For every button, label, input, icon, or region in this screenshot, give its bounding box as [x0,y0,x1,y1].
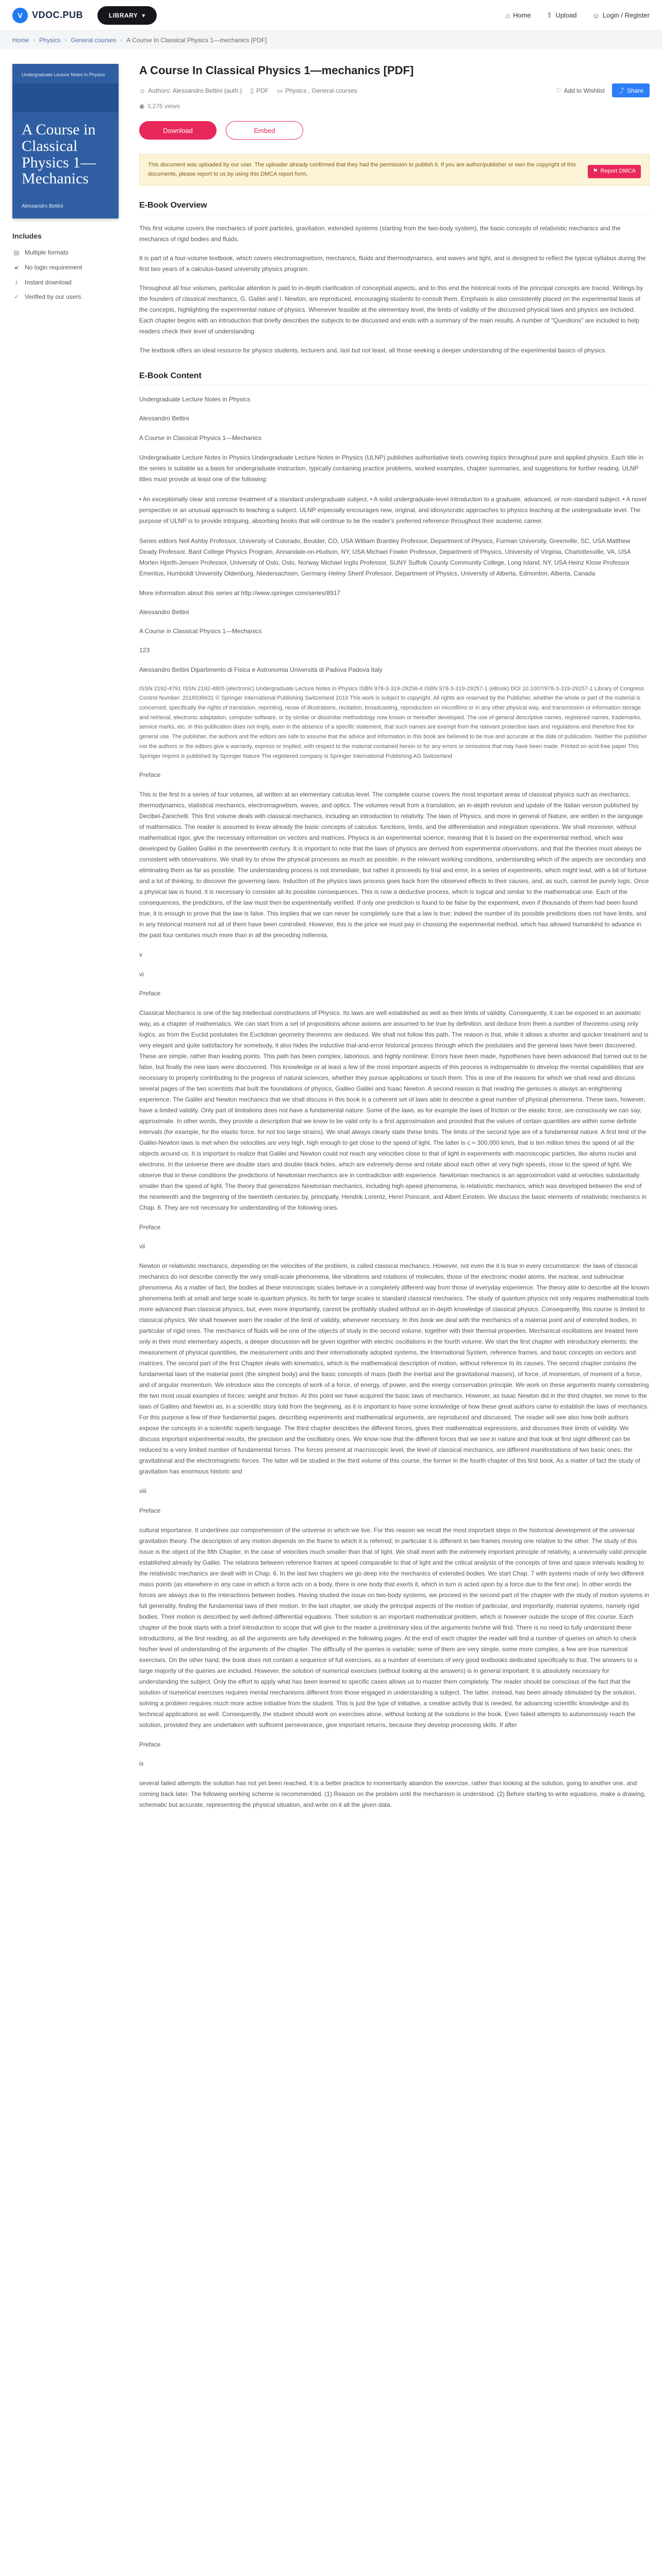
upload-icon: ⇪ [546,11,553,19]
nav-upload[interactable] [547,11,577,20]
wishlist-label: Add to Wishlist [564,87,605,94]
page-body [0,49,662,1831]
cover-title: A Course in Classical Physics 1— Mechanics [22,121,96,188]
flag-icon: ⚑ [592,168,598,174]
site-logo[interactable] [12,8,83,23]
content-block: 123 [139,647,150,654]
content-block: Alessandro Bettini Dipartimento di Fisica e Astronomia Università di Padova Padova Italy [139,666,383,673]
view-count-text: 3,276 views [147,103,180,110]
content-block: Preface [139,1223,161,1231]
home-icon: ⌂ [505,11,510,20]
content-heading: E-Book Content [139,371,650,385]
dmca-notice [139,154,650,185]
includes-item-label: Instant download [25,278,72,286]
breadcrumb-separator: › [33,37,36,44]
content-block: v [139,951,142,959]
content-block: ISSN 2192-4791 ISSN 2192-4805 (electronic) Undergraduate Lecture Notes in Physics ISBN 978-3-319-29256-4 ISBN 978-3-319-29257-1 (eBook) DOI 10.1007/978-3-319-29257-1 Library of Congress Control Number: 2016936631 © Springer International Publishing Switzerland 2016 This work is subject to copyright. All rights are reserved by the Publisher, whether the whole or part of the material is concerned, specifically the rights of translation, reprinting, reuse of illustrations, recitation, broadcasting, reproduction on microfilms or in any other physical way, and transmission or information storage and retrieval, electronic adaptation, computer software, or by similar or dissimilar methodology now known or hereafter developed. The use of general descriptive names, registered names, trademarks, service marks, etc. in this publication does not imply, even in the absence of a specific statement, that such names are exempt from the relevant protective laws and regulations and therefore free for general use. The publisher, the authors and the editors are safe to assume that the advice and information in this book are believed to be true and accurate at the date of publication. Neither the publisher nor the authors or the editors give a warranty, express or implied, with respect to the material contained herein or for any errors or omissions that may have been made. Printed on acid-free paper This Springer imprint is published by Springer Nature The registered company is Springer International Publishing AG Switzerland [139,685,647,759]
cover-series: Undergraduate Lecture Notes in Physics [22,72,105,77]
content-body [139,395,650,1810]
content-block: Preface [139,1506,161,1514]
library-button[interactable] [97,6,157,25]
breadcrumb-home[interactable]: Home [12,37,29,44]
breadcrumb-category[interactable]: General courses [71,37,117,44]
content-block: Preface [139,989,161,997]
share-label: Share [626,87,643,94]
report-dmca-button[interactable] [588,165,641,178]
breadcrumb-separator: › [120,37,123,44]
content-block: Undergraduate Lecture Notes in Physics Undergraduate Lecture Notes in Physics (ULNP) publishes authoritative texts covering topics throughout pure and applied physics. Each title in the series is suitable as a basis for undergraduate instruction, typically containing practice problems, worked examples, chapter summaries, and suggestions for further reading. ULNP titles must provide at least one of the following: [139,453,643,483]
user-icon: ☺ [592,11,600,20]
share-button[interactable] [612,83,650,97]
overview-paragraph: It is part of a four-volume textbook, which covers electromagnetism, mechanics, fluids and thermodynamics, and waves and light, and is designed to reflect the typical syllabus during the first two years of a calculus-based university physics program. [139,255,646,273]
nav-links [506,11,650,20]
breadcrumb-current: A Course In Classical Physics 1—mechanics [PDF] [126,37,267,44]
nav-login[interactable] [592,11,650,20]
includes-item-label: Multiple formats [25,249,69,256]
document-icon: ▤ [13,249,20,256]
content-block: A Course in Classical Physics 1—Mechanics [139,434,262,442]
lock-icon: 🔓︎ [14,263,19,270]
content-block: Preface [139,771,161,779]
content-block: • An exceptionally clear and concise treatment of a standard undergraduate subject. • A solid undergraduate-level introduction to a graduate, advanced, or non-standard subject. • A novel perspective or an unusual approach to teaching a subject. ULNP especially encourages new, original, and idiosyncratic approaches to physics teaching at the undergraduate level. The purpose of ULNP is to provide intriguing, absorbing books that will continue to be the reader's preferred reference throughout their academic career. [139,495,647,524]
page-title: A Course In Classical Physics 1—mechanics [PDF] [139,64,414,77]
overview-paragraph: Throughout all four volumes, particular attention is paid to in-depth clarification of conceptual aspects, and to this end the historical roots of the principal concepts are traced. Writings by the founders of classical mechanics, G. Galilei and I. Newton, are reproduced, encouraging students to consult them. Emphasis is also consistently placed on the experimental basis of the concepts, highlighting the experimental nature of physics. Whenever feasible at the elementary level, the limits of validity of the discussed physical laws and physics are included. Each chapter begins with an introduction that briefly describes the subjects to be discussed and ends with a summary of the main results. A number of "Questions" are included to help readers check their level of understanding. [139,284,643,335]
eye-icon: ◉ [139,103,145,110]
heart-icon: ♡ [555,87,561,94]
breadcrumb-separator: › [64,37,67,44]
content-block: Preface [139,1740,161,1748]
content-block: cultural importance. It underlines our comprehension of the universe in which we live. For this reason we recall the most important steps in the historical development of the universal gravitation theory. The description of any motion depends on the frame to which it is referred; in particular it is different in two frames moving one relative to the other. The study of this issue is the object of the fifth Chapter, in the case of velocities much smaller than that of light. We shall meet with the extremely important principle of relativity, a universally valid principle established already by Galilei. The relations between reference frames at speed comparable to that of light and the critical analysis of the concepts of time and space intervals leading to the relativistic mechanics are dealt with in Chap. 6. In the last two chapters we go deep into the mechanics of extended bodies. We start Chap. 7 with systems made of only two different mass points (as elsewhere in any case in which a force acts on a body, there is one body that exerts it, which in turn is acted upon by a force due to the first one). In other words the forces are always due to the interactions between bodies. Having studied the issue on two-body systems, we proceed in the second part of the chapter with the study of motion systems in full generality, finding the fundamental laws of their motion. In the last chapter, we study the principal aspects of the motion of particular, and importantly, material systems, namely rigid bodies. Their motion is described by well defined differential equations. Their solution is an important mathematical problem, which is however outside the scope of this course. Each chapter of the book starts with a brief introduction to scope that will give to the reader a preliminary idea of the arguments he/she will find. There is no need to fully understand these introductions, at the first reading, as all the arguments are fully developed in the following pages. At the end of each chapter the reader will find a number of queries on which to check his/her level of understanding of the arguments of the chapter. The difficulty of the queries is variable; some of them are very simple, some more complex, a few are true numerical exercises. On the other hand, the book does not contain a sequence of full exercises, as a number of exercises of very good textbooks dedicated specifically to that. The answers to a large majority of the queries are included. However, the solution of numerical exercises (without looking at the answers) is in general important; it is absolutely necessary for understanding the subject. Only the effort to apply what has been learned to specific cases allows us to master them completely. The reader should be conscious of the fact that the solution of numerical exercises requires mental mechanisms different from those engaged in understanding a subject. The latter, instead, has been already stimulated by the solution, solving a problem requires much more active initiative from the student. This is just the type of initiative, a creative activity that is needed, for advancing scientific knowledge and its technical applications as well. Consequently, the student should work on exercises alone, without looking at the solutions in the book. Even failed attempts to autonomously reach the solution, provided they are undertaken with sufficient perseverance, give important returns, because they develop processing skills. If after [139,1526,650,1728]
content-block: several failed attempts the solution has not yet been reached, it is a better practice to momentarily abandon the exercise, rather than looking at the solution, going to another one, and coming back later. The following working scheme is recommended. (1) Reason on the problem until the mechanism is understood. (2) Before starting to write equations, make a drawing, schematic but accurate, representing the physical situation, and write on it all the given data. [139,1780,646,1809]
includes-item-label: Verified by our users [25,293,81,300]
share-icon: ⤴ [618,87,624,94]
content-block: Undergraduate Lecture Notes in Physics [139,396,251,403]
left-column [12,64,127,1810]
content-block: vi [139,970,144,978]
cover-band [12,83,119,112]
includes-list [12,245,127,304]
nav-home[interactable] [506,11,531,20]
content-block: Classical Mechanics is one of the big intellectual constructions of Physics. Its laws are well established as well as their limits of validity. Consequently, it can be exposed in an axiomatic way, as a chapter of mathematics. We can start from a set of propositions whose axioms are assumed to be true by definition, and deduce from them a number of theorems using only logics, as from the Euclid postulates the Euclidean geometry theorems are deduced. We shall not follow this path. The reason is that, while it allows a shorter and quicker treatment and is very elegant and quite satisfactory for somebody, it also hides the inductive trial-and-error historical process through which the postulates and the general laws have been discovered. These are simple, rather than leading points. This path has been complex, laborious, and highly nonlinear. Errors have been made, hypotheses have been advanced that turned out to be false, but finally the new laws were discovered. This knowledge or at least a few of the most important aspects of this process is indispensable to develop the mental capabilities that are necessary to properly contributing to the progress of natural sciences, whether they pursue applications or touch them. This is one of the reasons for which we shall read and discuss several pages of the two scientists that built the foundations of physics, Galileo Galilei and Isaac Newton. A second reason is that reading the geniuses is always an enlightening experience. The Galilei and Newton mechanics that we shall discuss in this book is a coherent set of laws able to describe a great number of physical phenomena. These laws, however, have a limited validity. Only part of limitations does not have a fundamental nature. Some of the laws, as for example the laws of friction or the elastic force, are consciously we can say, approximate. In other words, they provide a description that we know to be valid only to a first approximation and provided that the values of certain quantities are within some definite intervals (for example, for the elastic force, for not too large strains). We shall always clearly state these limits. The limits of the second type are of a fundamental nature. A first limit of the Galilei-Newton laws is met when the velocities are very high, high enough to get close to the speed of light. The latter is c ≈ 300,000 km/s, that is ten million times the speed of all the objects around us. It is important to realize that Galilei and Newton could not reach any velocities close to that of light in experiments with macroscopic particles, like atoms nuclei and electrons. In the universe there are double stars and double black holes, which are extremely dense and rotate about each other at very high speeds, close to the speed of light. We observe that in these conditions the predictions of Newtonian mechanics are in contradiction with experience. Newtonian mechanics is an approximation valid at velocities substantially smaller than the speed of light. The theory that generalizes Newtonian mechanics, including high-speed phenomena, is relativistic mechanics, which was developed between the end of the nineteenth and the beginning of the twentieth centuries by, principally, Hendrik Lorentz, Henri Poincaré, and Albert Einstein. We discuss the basic elements of relativistic mechanics in Chap. 6. They are not necessary for understanding of the following ones. [139,1009,649,1211]
includes-item-label: No login requirement [25,263,82,271]
action-buttons [139,121,650,140]
doc-category[interactable] [277,87,357,94]
overview-heading: E-Book Overview [139,201,650,215]
content-block: Alessandro Bettini [139,415,189,422]
doc-format-text: PDF [256,87,269,94]
report-dmca-label: Report DMCA [600,168,636,174]
nav-login-label: Login / Register [602,11,650,19]
nav-upload-label: Upload [555,11,577,19]
main-column [139,64,650,1810]
doc-authors [139,87,242,94]
logo-text: VDOC.PUB [32,10,84,20]
dmca-notice-text: This document was uploaded by our user. The uploader already confirmed that they had the permission to publish it. If you are author/publisher or own the copyright of this documents, please report to us by using this DMCA report form. [148,162,576,177]
view-count [139,103,650,110]
content-block: More information about this series at http://www.springer.com/series/8917 [139,589,341,597]
embed-button[interactable]: Embed [226,121,303,140]
download-icon: ⤓ [15,278,18,285]
doc-meta [139,83,650,97]
content-block: A Course in Classical Physics 1—Mechanics [139,628,262,635]
doc-actions [556,83,650,97]
check-icon: ✓ [13,293,20,300]
content-block: vii [139,1243,145,1250]
user-icon: ☺ [139,87,146,94]
top-navbar [0,0,662,31]
folder-icon: ▭ [276,87,283,94]
overview-body [139,223,650,356]
includes-item [12,260,127,275]
content-block: ix [139,1759,144,1767]
overview-paragraph: The textbook offers an ideal resource for physics students, lecturers and, last but not least, all those seeking a deeper understanding of the experimental basics of physics. [139,347,607,354]
cover-author: Alessandro Bettini [22,204,63,209]
doc-authors-text: Authors: Alessandro Bettini (auth.) [148,87,242,94]
overview-paragraph: This first volume covers the mechanics of point particles, gravitation, extended systems (starting from the two-body system), the basic concepts of relativistic mechanics and the mechanics of rigid bodies and fluids. [139,225,621,243]
content-block: Series editors Neil Ashby Professor, University of Colorado, Boulder, CO, USA William Brantley Professor, Department of Physics, Furman University, Greenville, SC, USA Matthew Deady Professor, Bard College Physics Program, Annandale-on-Hudson, NY, USA Michael Fowler Professor, Department of Physics, University of Virginia, Charlottesville, VA, USA Morten Hjorth-Jensen Professor, University of Oslo, Oslo, Norway Michael Inglis Professor, SUNY Suffolk County Community College, Long Island, NY, USA Heinz Klose Professor Emeritus, Humboldt University Oldenburg, Niedersachsen, Germany Helmy Sherif Professor, Department of Physics, University of Alberta, Edmonton, Alberta, Canada [139,537,631,577]
content-block: Newton or relativistic mechanics, depending on the velocities of the problem, is called classical mechanics. However, not even the it is true in every circumstance: the laws of classical mechanics do not describe correctly the very small-scale phenomena, like vibrations and rotations of molecules, those of the electronic model atoms, the nuclear, and subnuclear phenomena. As a matter of fact, the bodies at these microscopic scales behave in a completely different way from those of everyday experience. The theory able to describe all the known phenomena both at small and large scale is quantum physics. Its birth for large scales is standard classical mechanics. The study of quantum physics not only requires mathematical tools more advanced than classical physics, but, even more importantly, cannot be profitably studied without an in-depth knowledge of classical physics. Consequently, this course is limited to classical physics. We shall however warn the reader of the limit of validity, whenever necessary. In this book we deal with the mechanics of a material point and of extended bodies, in particular of rigid ones. The mechanics of fluids will be one of the objects of study in the second volume, together with their thermal properties. Mechanical oscillations are treated here only in their most elementary aspects, a deeper discussion will be given together with electric oscillations in the fourth volume. We start the first chapter with introductory elements: the measurement of physical quantities, the measurement units and their internationally adopted systems, the International System, reference frames, and basic concepts on vectors and matrices. The second part of the first Chapter deals with kinematics, which is the mathematical description of motion, without reference to its causes. The second chapter contains the fundamental laws of the material point (the simplest body) and the basic concepts of mass (both the inertial and the gravitational masses), of force, of momentum, of moment of a force, and of angular momentum. We introduce also the concepts of work of a force, of energy, of power, and the energy conservation principle. We work on these arguments mainly considering the two most usual examples of forces: weight and friction. At this point we have acquired the basic laws of mechanics. However, as Isaac Newton did in the third chapter, we move to the laws of Galileo and Newton as, in a scientific story told from the beginning, as it is important to have some knowledge of how these great authors came to establish the laws of mechanics. For this purpose a few of their fundamental pages, describing experiments and mathematical arguments, are reproduced and discussed. The reader will see also how both authors expose the concepts in a scientific superb language. The third chapter describes the different forces, gives their mathematical expressions, and discusses their limits of validity. We discuss important experimental results, the precision and the oscillatory ones. We know now that the different forces that we see in nature and that look at first sight different can be reduced to a very limited number of fundamental forces. The forces present at macroscopic level, the level of classical mechanics, are different manifestations of two basic ones: the gravitational and the electromagnetic forces. The latter will be studied in the third volume of this course, the former in the fourth chapter of this first book. As a matter of fact the study of gravitation has enormous historic and [139,1262,649,1476]
includes-item [12,275,127,290]
book-cover [12,64,119,218]
breadcrumb-physics[interactable]: Physics [39,37,61,44]
doc-format [250,87,269,94]
library-label: LIBRARY [109,11,138,19]
nav-home-label: Home [513,11,531,19]
chevron-down-icon: ▾ [142,11,145,19]
content-block: viii [139,1487,146,1495]
download-button[interactable]: Download [139,121,217,140]
wishlist-button[interactable] [556,87,605,94]
content-block: Alessandro Bettini [139,608,189,616]
breadcrumb [0,31,662,49]
includes-title: Includes [12,232,42,240]
content-block: This is the first in a series of four volumes, all written at an elementary calculus level. The complete course covers the most important areas of classical physics such as mechanics, thermodynamics, statistical mechanics, electromagnetism, waves, and optics. The volumes result from a translation, an in-depth revision and update of the Italian version published by Decibel-Zanichelli. This first volume deals with classical mechanics, including an introduction to relativity. The laws of Physics, and more in general of Nature, are written in the language of mathematics. The reader is assumed to know already the basic concepts of calculus: functions, limits, and the differentiation and integration operations. We shall moreover, without mathematical rigor, give the necessary information on vectors and matrices. Physics is an experimental science, meaning that it is based on the experimental method, which was developed by Galileo Galilei in the seventeenth century. It is important to note that the laws of physics are derived from experimental observations, and that the theories must always be consistent with observations. We shall try to show the physical processes as much as possible, in the relevant working conditions, understanding which of the aspects are secondary and eliminating them as far as possible. The understanding process is not immediate, but rather it proceeds by trial and error, in a series of experiments, which might lead, with a bit of fortune and a lot of thinking, to discover the governing laws. Induction of the physics laws process goes back from the observed effects to their causes, and, as such, cannot be purely logic. Once a physical law is found, it is necessary to consider all its possible consequences. This is now a deductive process, which is logical and similar to the mathematical one. Each of the consequences, the predictions, of the law must then be experimentally verified. If only one prediction is found to be false by the experiment, even if thousands of them had been found true, it is enough to prove that the law is false. This implies that we can never be completely sure that a law is true; indeed the number of its possible predictions does not have limits, and in any historical moment not all of them have been controlled. However, this is the price we must pay in choosing the experimental method, which has allowed humankind to advance in the past four centuries much more than in all the preceding millennia. [139,791,649,939]
logo-mark: V [12,8,28,23]
doc-category-text: Physics , General courses [285,87,357,94]
file-icon: ▯ [250,87,254,94]
includes-item [12,245,127,260]
includes-item [12,290,127,304]
